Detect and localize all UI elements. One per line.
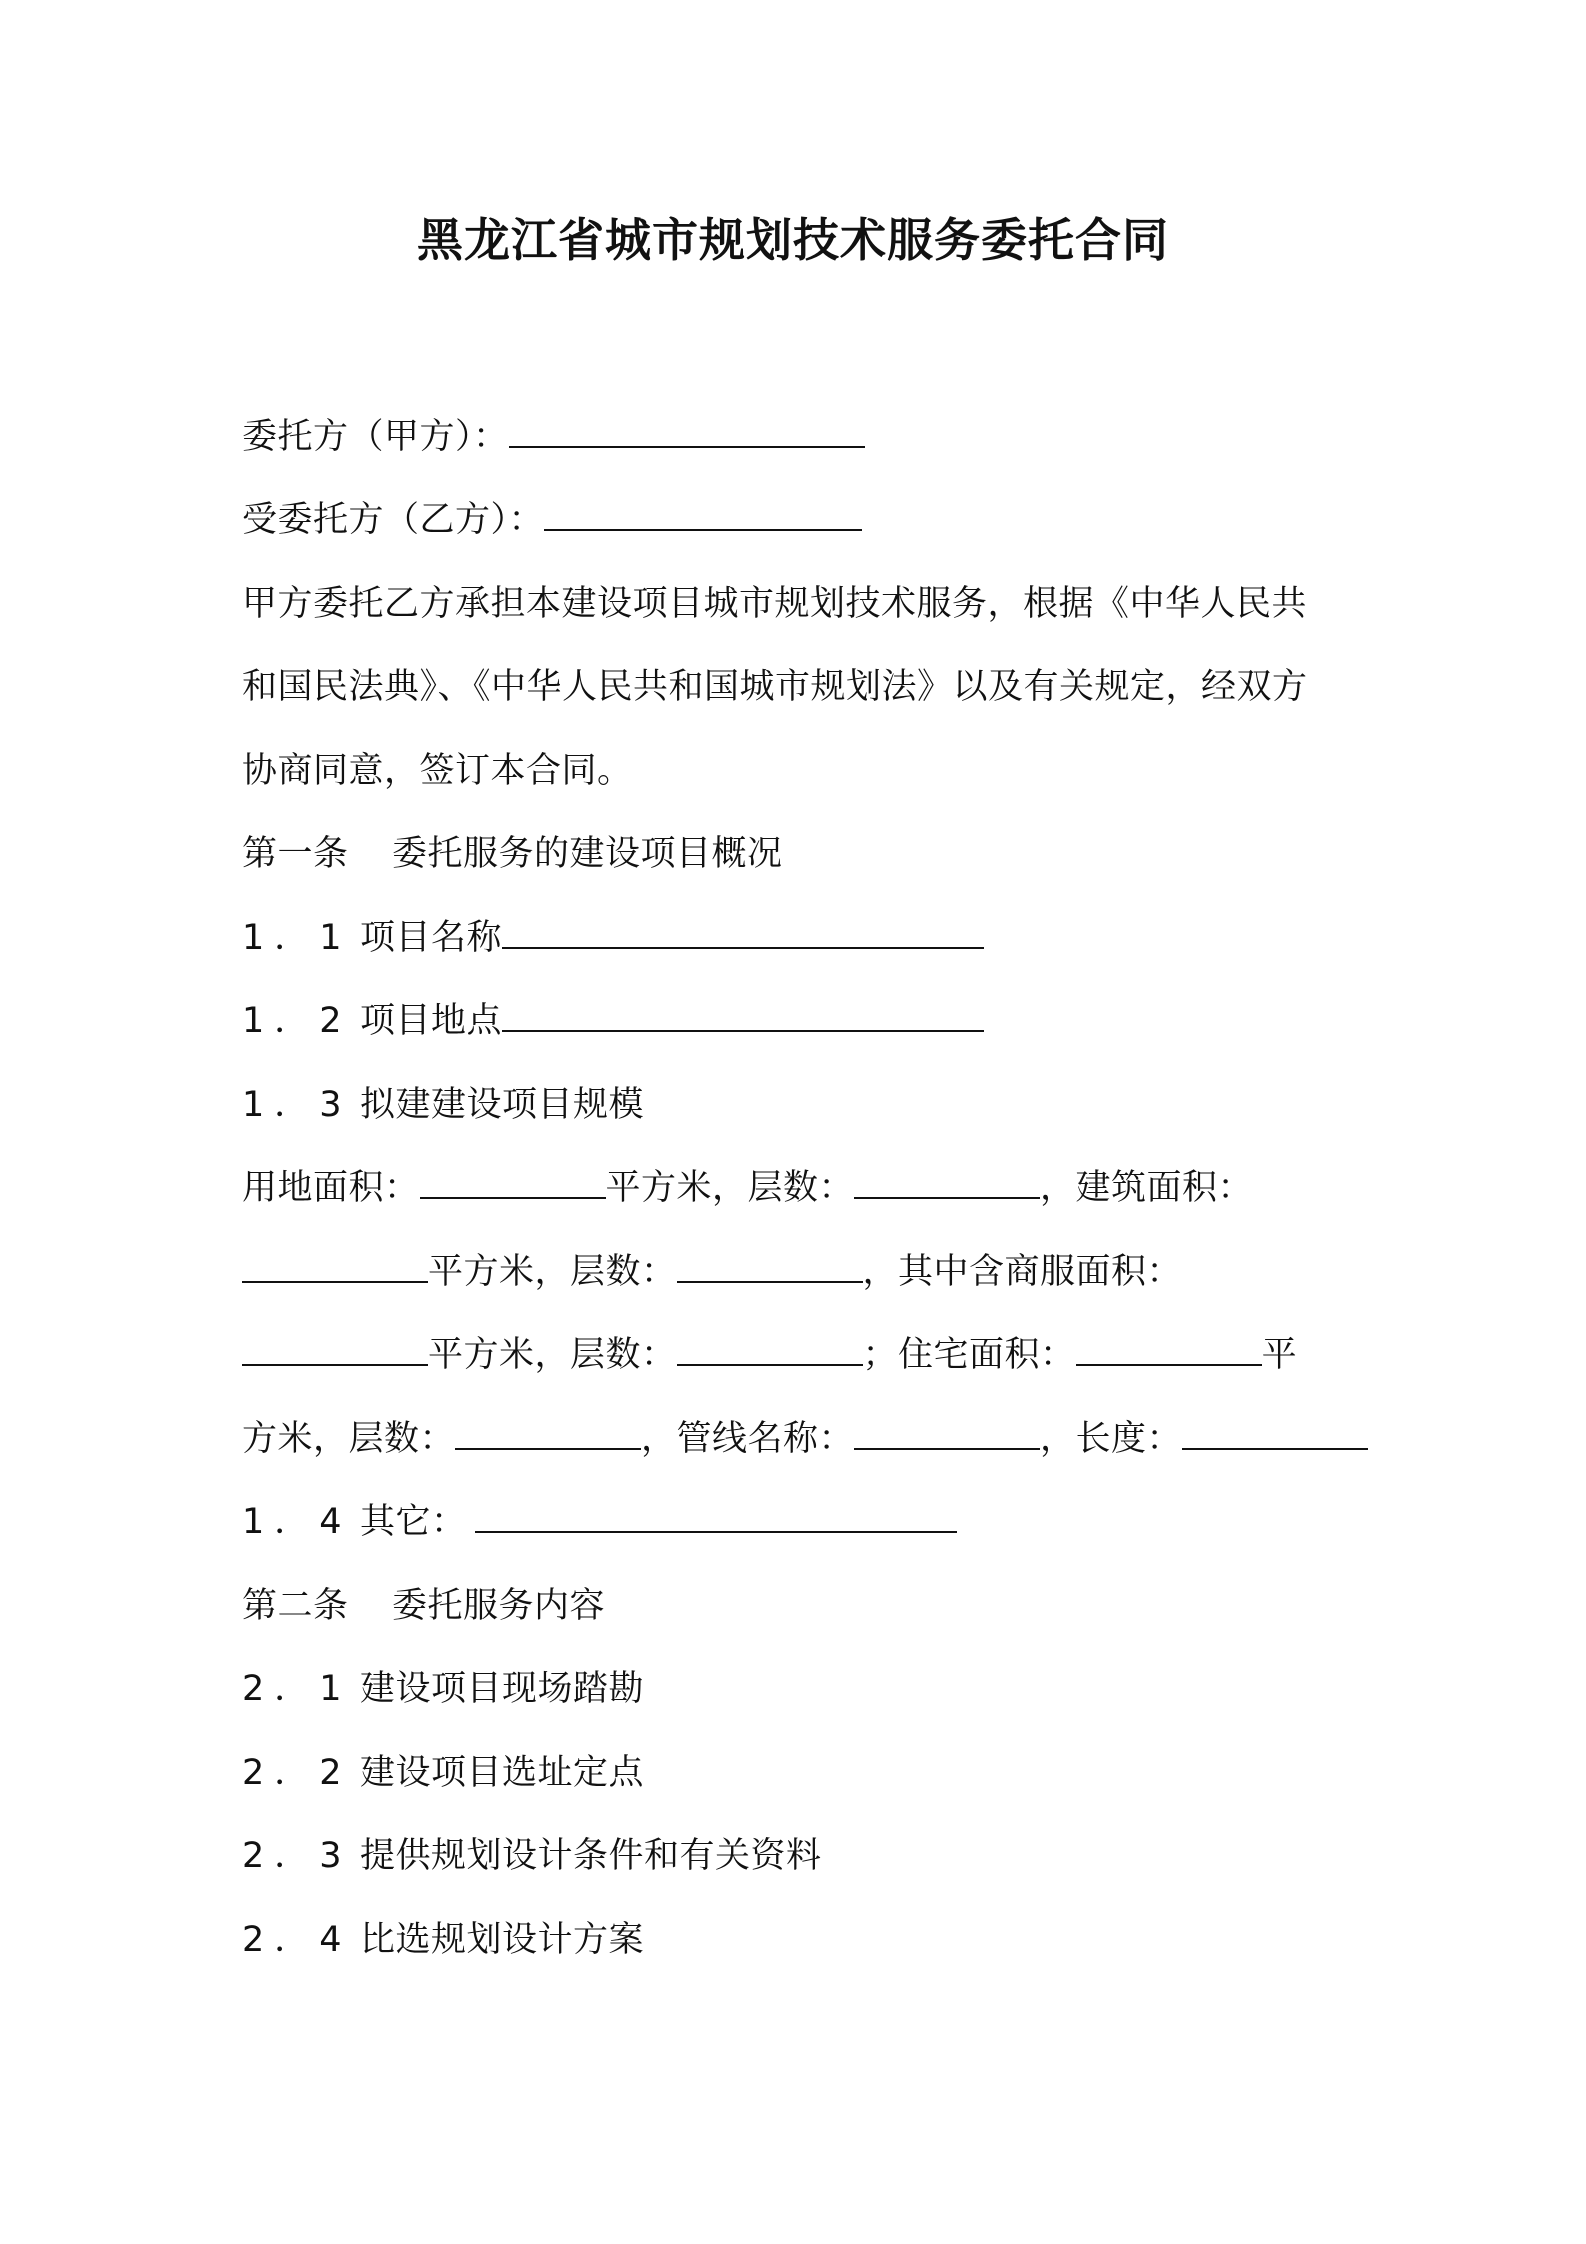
article-1-number: 第一条	[242, 834, 349, 874]
item-1-4	[242, 1497, 1362, 1547]
pipeline-name-blank	[854, 1414, 1040, 1450]
floors-label: 层数：	[570, 1335, 677, 1375]
party-a-label: 委托方（甲方）：	[242, 417, 509, 457]
length-blank	[1182, 1414, 1368, 1450]
item-2-1	[242, 1664, 1362, 1714]
intro-line-1: 甲方委托乙方承担本建设项目城市规划技术服务，根据《中华人民共	[242, 584, 1308, 624]
item-label: 比选规划设计方案	[360, 1920, 645, 1960]
floors-blank	[677, 1330, 863, 1366]
scale-line-2	[242, 1247, 1362, 1297]
item-number: 1．1	[242, 918, 352, 958]
item-2-3	[242, 1831, 1362, 1881]
residential-area-blank	[1076, 1330, 1262, 1366]
item-1-2	[242, 996, 1362, 1046]
floors-label: 层数：	[348, 1419, 456, 1459]
sqm-unit: 平方米，	[605, 1168, 748, 1208]
building-area-blank	[242, 1247, 428, 1283]
project-location-blank	[502, 996, 984, 1032]
party-b-blank	[544, 495, 862, 531]
sqm-unit: 平方米，	[428, 1335, 571, 1375]
scale-line-3	[242, 1330, 1362, 1380]
ping-char: 平	[1261, 1335, 1298, 1375]
building-area-label: ，建筑面积：	[1040, 1168, 1254, 1208]
scale-line-1	[242, 1163, 1362, 1213]
item-1-1	[242, 913, 1362, 963]
party-a-line	[242, 412, 1362, 462]
item-2-2	[242, 1748, 1362, 1798]
fangmi-unit: 方米，	[242, 1419, 349, 1459]
semicolon: ；	[862, 1335, 899, 1375]
commercial-area-blank	[242, 1330, 428, 1366]
article-2-title: 委托服务内容	[392, 1586, 606, 1626]
item-label: 建设项目现场踏勘	[360, 1669, 645, 1709]
residential-area-label: 住宅面积：	[898, 1335, 1076, 1375]
item-number: 1．4	[242, 1502, 352, 1542]
intro-line-3: 协商同意，签订本合同。	[242, 751, 633, 791]
item-1-3	[242, 1080, 1362, 1130]
pipeline-name-label: ，管线名称：	[641, 1419, 855, 1459]
project-name-blank	[502, 913, 984, 949]
item-label: 项目名称	[360, 918, 503, 958]
other-blank	[475, 1497, 957, 1533]
item-label: 拟建建设项目规模	[360, 1085, 645, 1125]
land-area-label: 用地面积：	[242, 1168, 420, 1208]
length-label: ，长度：	[1040, 1419, 1183, 1459]
article-2-heading	[242, 1581, 1362, 1631]
item-number: 1．2	[242, 1001, 352, 1041]
floors-label: 层数：	[747, 1168, 855, 1208]
item-label: 项目地点	[360, 1001, 503, 1041]
item-number: 2．4	[242, 1920, 352, 1960]
floors-blank	[677, 1247, 863, 1283]
commercial-area-label: ，其中含商服面积：	[862, 1252, 1183, 1292]
party-b-label: 受委托方（乙方）：	[242, 500, 545, 540]
item-label: 建设项目选址定点	[360, 1753, 645, 1793]
intro-line-2: 和国民法典》、《中华人民共和国城市规划法》以及有关规定，经双方	[242, 667, 1308, 707]
land-area-blank	[420, 1163, 606, 1199]
item-number: 2．2	[242, 1753, 352, 1793]
party-b-line	[242, 495, 1362, 545]
document-title: 黑龙江省城市规划技术服务委托合同	[417, 213, 1169, 267]
floors-label: 层数：	[570, 1252, 677, 1292]
party-a-blank	[509, 412, 865, 448]
article-2-number: 第二条	[242, 1586, 349, 1626]
item-number: 1．3	[242, 1085, 352, 1125]
item-2-4	[242, 1915, 1362, 1965]
sqm-unit: 平方米，	[428, 1252, 571, 1292]
item-label: 提供规划设计条件和有关资料	[360, 1836, 822, 1876]
article-1-heading	[242, 829, 1362, 879]
floors-blank	[455, 1414, 641, 1450]
item-label: 其它：	[360, 1502, 467, 1542]
item-number: 2．1	[242, 1669, 352, 1709]
scale-line-4	[242, 1414, 1362, 1464]
floors-blank	[854, 1163, 1040, 1199]
article-1-title: 委托服务的建设项目概况	[392, 834, 783, 874]
item-number: 2．3	[242, 1836, 352, 1876]
